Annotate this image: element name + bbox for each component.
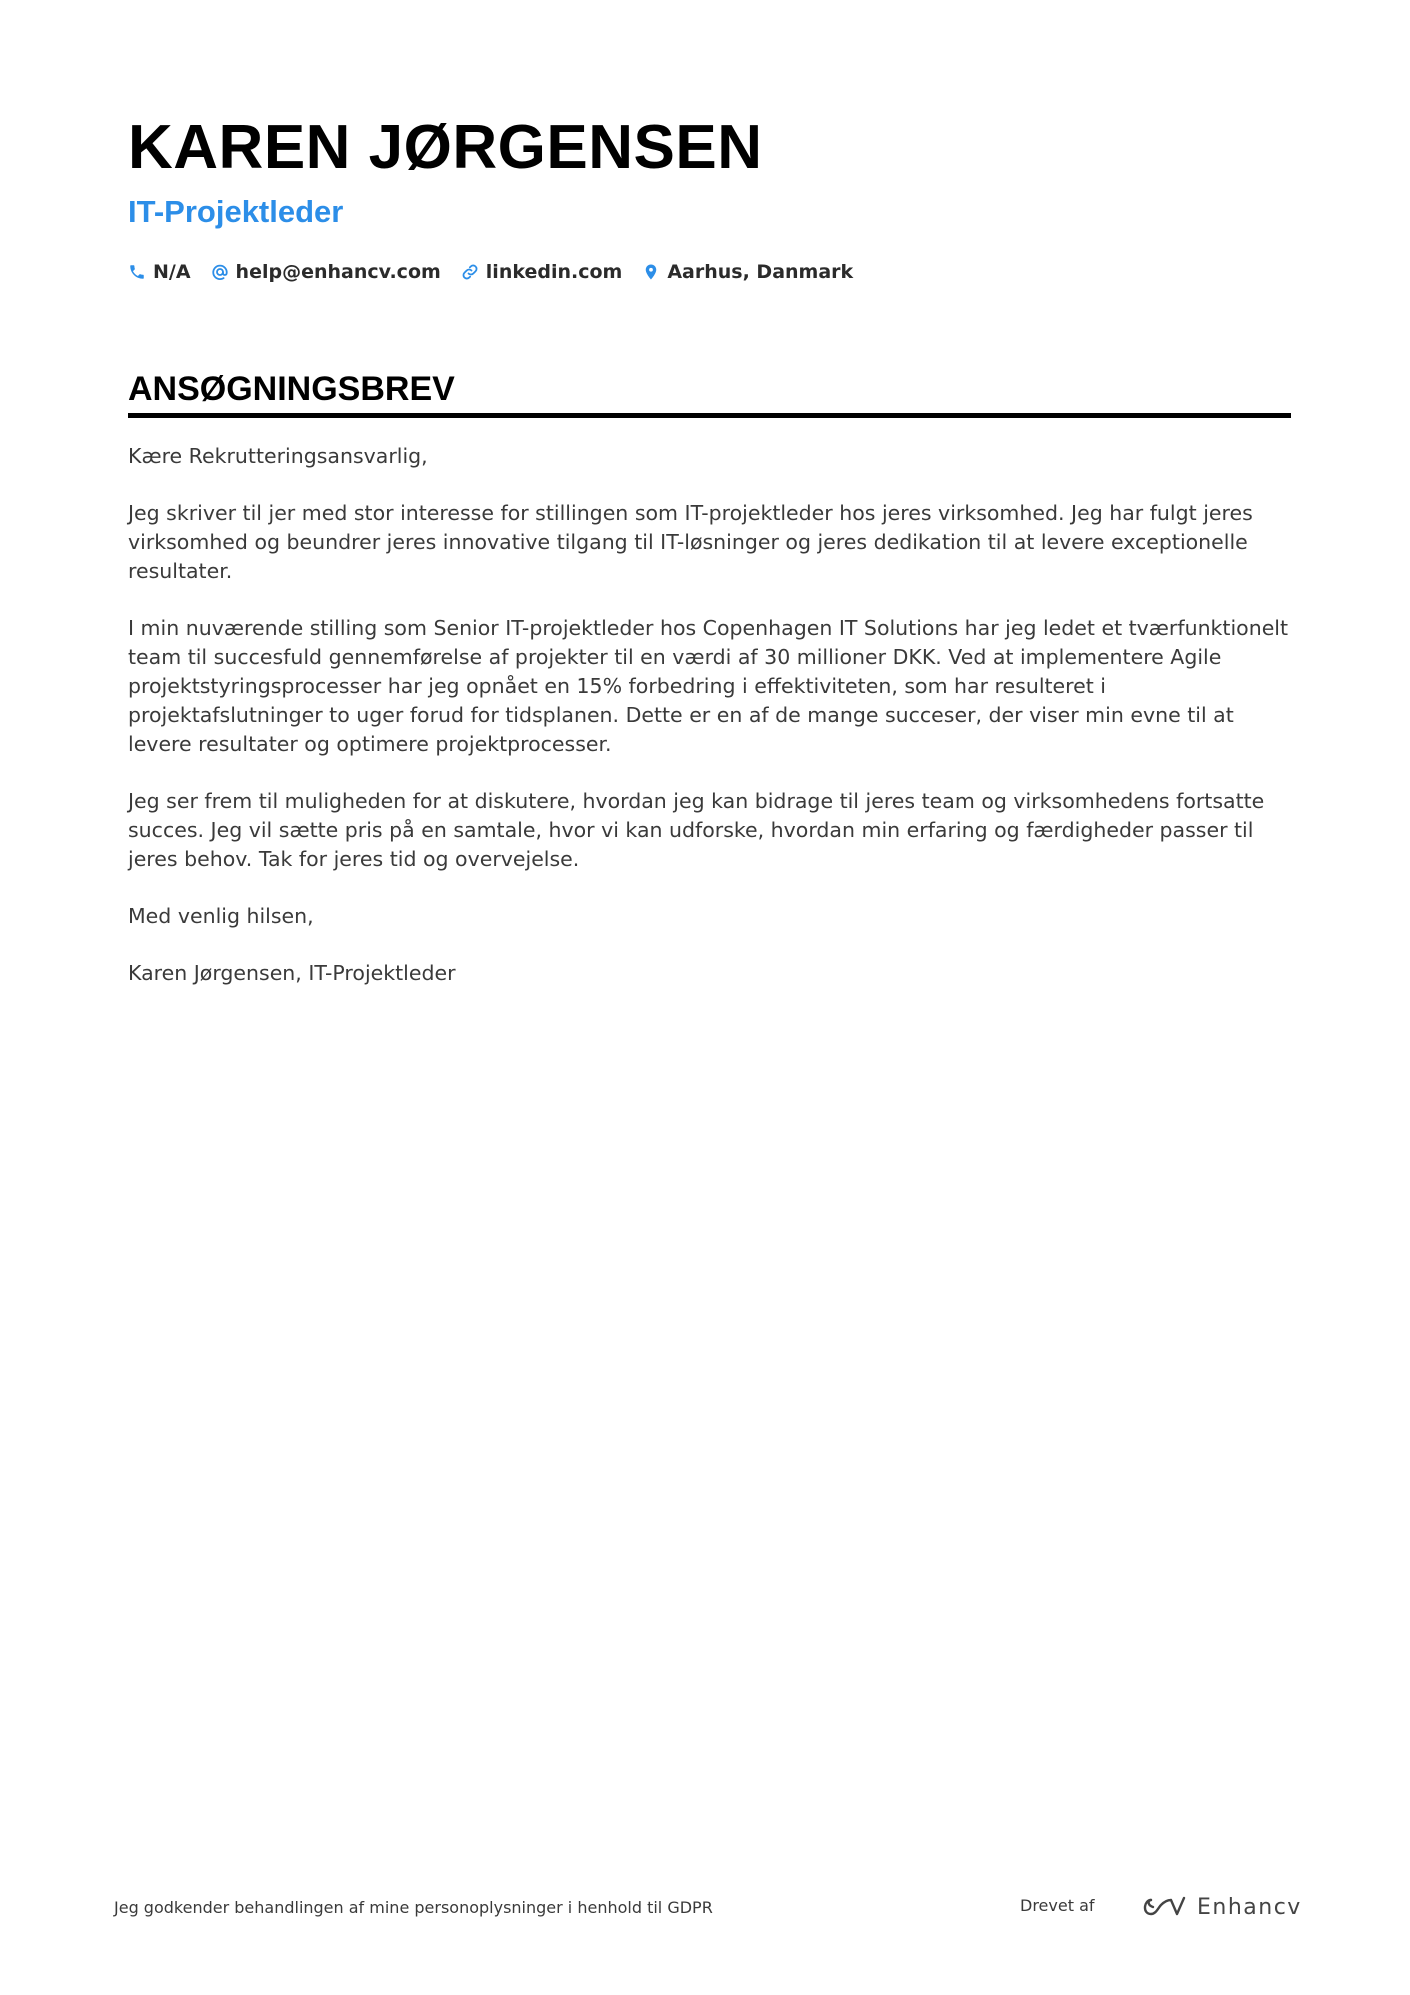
section-title: ANSØGNINGSBREV	[128, 367, 1291, 418]
powered-by-text: Drevet af	[1020, 1896, 1095, 1915]
letter-greeting: Kære Rekrutteringsansvarlig,	[128, 444, 428, 468]
letter-paragraph-2: I min nuværende stilling som Senior IT-projektleder hos Copenhagen IT Solutions har jeg ledet et tværfunktionelt team til succesfuld gennemførelse af projekter til en værdi af 30 millioner DKK. Ved at implementere Agile projektstyringsprocesser har jeg opnået en 15% forbedring i effektiviteten, som har resulteret i projektafslutninger to uger forud for tidsplanen. Dette er en af de mange succeser, der viser min evne til at levere resultater og optimere projektprocesser.	[128, 616, 1289, 756]
contact-email-text[interactable]: help@enhancv.com	[235, 261, 441, 283]
letter-signature: Karen Jørgensen, IT-Projektleder	[128, 961, 456, 985]
contact-list	[128, 257, 1291, 287]
letter-paragraph-3: Jeg ser frem til muligheden for at diskutere, hvordan jeg kan bidrage til jeres team og virksomhedens fortsatte succes. Jeg vil sætte pris på en samtale, hvor vi kan udforske, hvordan min erfaring og færdigheder passer til jeres behov. Tak for jeres tid og overvejelse.	[128, 789, 1265, 871]
contact-phone-text: N/A	[153, 261, 191, 283]
header	[128, 108, 1291, 287]
cover-letter-section	[128, 367, 1291, 1016]
letter-closing: Med venlig hilsen,	[128, 904, 314, 928]
link-icon	[461, 263, 479, 281]
gdpr-consent-text: Jeg godkender behandlingen af mine personoplysninger i henhold til GDPR	[114, 1898, 713, 1917]
contact-location-text: Aarhus, Danmark	[667, 261, 854, 283]
contact-phone	[128, 261, 191, 283]
phone-icon	[128, 263, 146, 281]
map-pin-icon	[642, 263, 660, 281]
brand-name: Enhancv	[1197, 1894, 1302, 1920]
brand-logo[interactable]	[1139, 1892, 1302, 1922]
candidate-name: KAREN JØRGENSEN	[128, 113, 763, 182]
contact-location	[642, 261, 853, 283]
contact-link-text[interactable]: linkedin.com	[485, 261, 623, 283]
letter-paragraph-1: Jeg skriver til jer med stor interesse for stillingen som IT-projektleder hos jeres virksomhed. Jeg har fulgt jeres virksomhed og beundrer jeres innovative tilgang til IT-løsninger og jeres dedikation til at levere exceptionelle resultater.	[128, 501, 1253, 583]
contact-link[interactable]	[461, 261, 623, 283]
footer	[114, 1892, 1302, 1922]
at-icon	[211, 263, 229, 281]
letter-body	[128, 442, 1291, 988]
contact-email[interactable]	[211, 261, 441, 283]
candidate-role: IT-Projektleder	[128, 194, 344, 229]
enhancv-logo-icon	[1139, 1894, 1187, 1920]
